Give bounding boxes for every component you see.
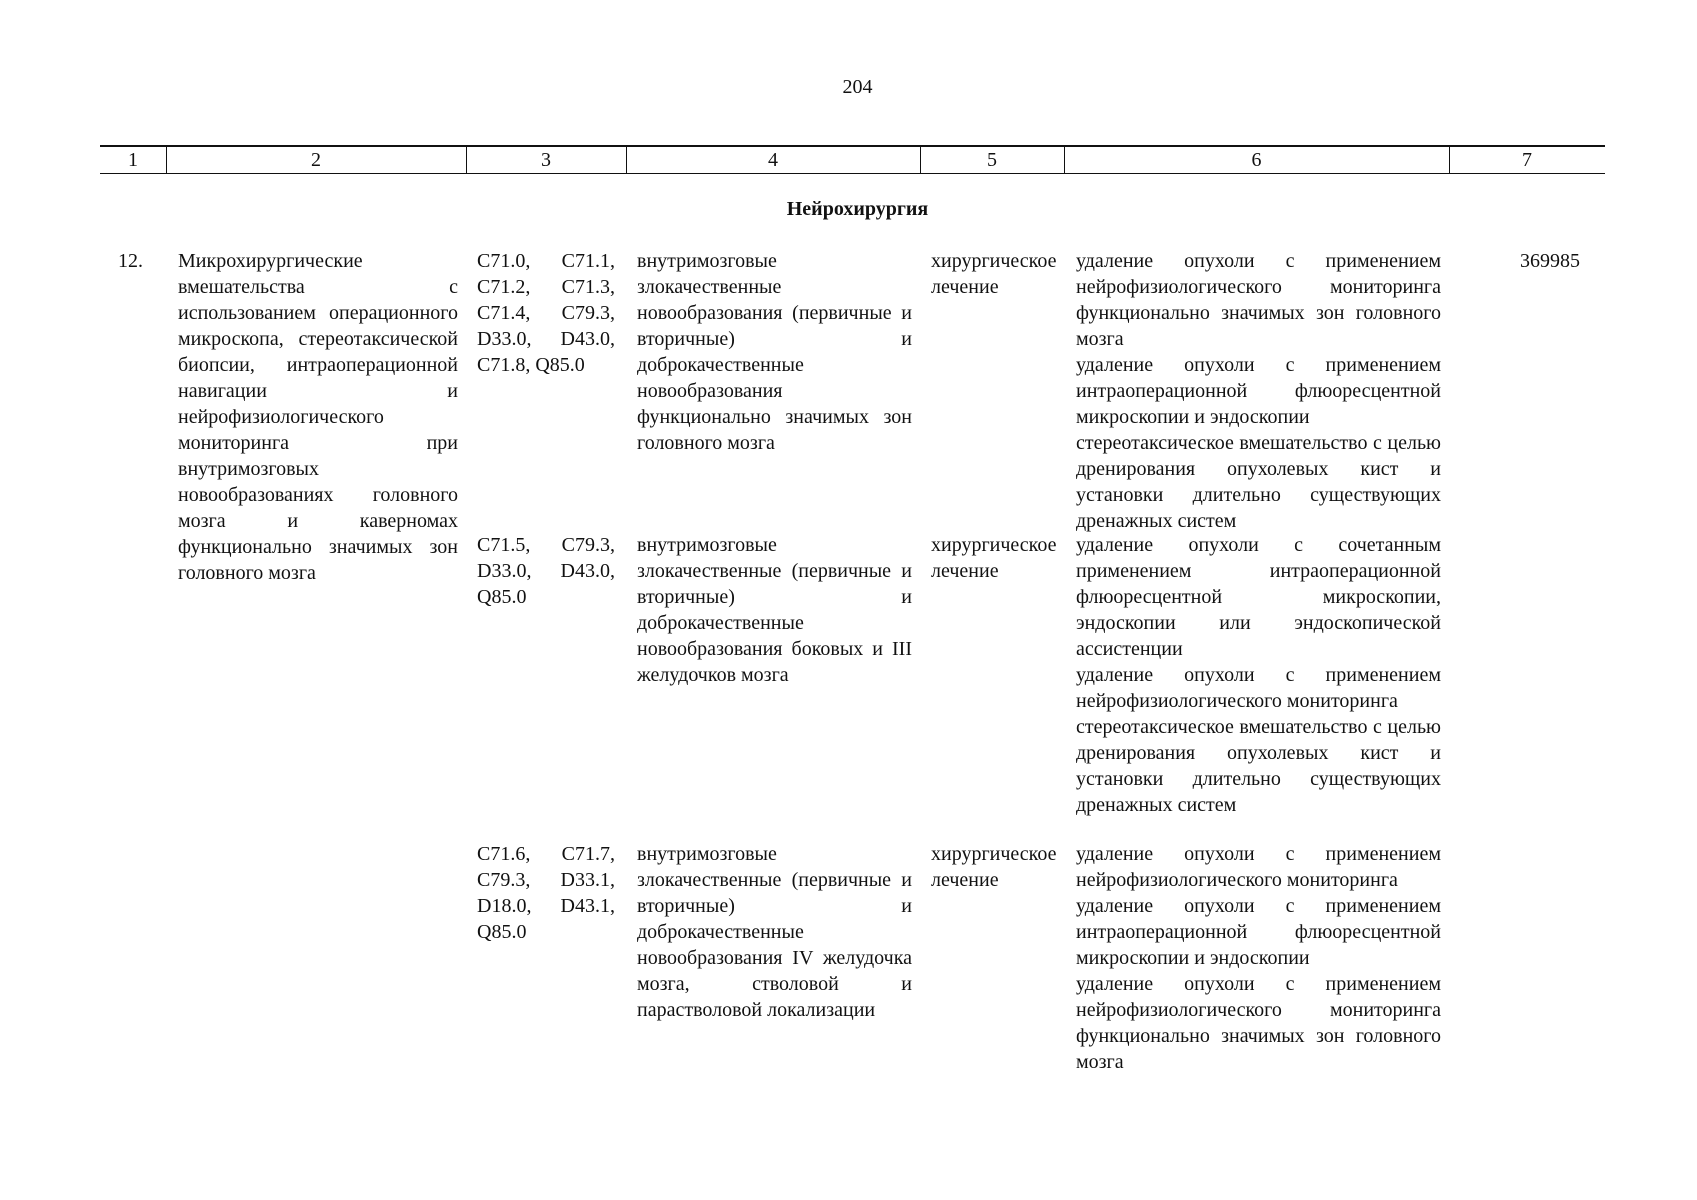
treatment-type: хирургическое лечение <box>931 843 1057 891</box>
column-number-7: 7 <box>1522 149 1532 171</box>
column-number-6: 6 <box>1251 149 1262 171</box>
column-number-4: 4 <box>768 149 778 171</box>
diagnosis-codes: C71.6, C71.7, C79.3, D33.1, D18.0, D43.1, Q85.0 <box>477 843 615 943</box>
diagnosis-codes: C71.0, C71.1, C71.2, C71.3, C71.4, C79.3, D33.0, D43.0, C71.8, Q85.0 <box>477 250 615 376</box>
method-item: удаление опухоли с применением нейрофизиологического мониторинга функционально значимых зон головного мозга <box>1076 250 1441 350</box>
treatment-methods <box>1076 532 1441 818</box>
condition-text: внутримозговые злокачественные новообразования (первичные и вторичные) и доброкачественные новообразования функционально значимых зон головного мозга <box>637 250 912 454</box>
condition-text: внутримозговые злокачественные (первичные и вторичные) и доброкачественные новообразования IV желудочка мозга, стволовой и парастволовой локализации <box>637 843 912 1021</box>
method-item: стереотаксическое вмешательство с целью дренирования опухолевых кист и установки длительно существующих дренажных систем <box>1076 432 1441 532</box>
method-item: стереотаксическое вмешательство с целью дренирования опухолевых кист и установки длительно существующих дренажных систем <box>1076 716 1441 816</box>
method-item: удаление опухоли с применением интраоперационной флюоресцентной микроскопии и эндоскопии <box>1076 354 1441 428</box>
column-number-3: 3 <box>541 149 551 171</box>
method-item: удаление опухоли с применением нейрофизиологического мониторинга функционально значимых зон головного мозга <box>1076 973 1441 1073</box>
treatment-methods <box>1076 248 1441 534</box>
price-value: 369985 <box>1520 250 1580 272</box>
method-item: удаление опухоли с применением нейрофизиологического мониторинга <box>1076 843 1441 891</box>
diagnosis-codes: C71.5, C79.3, D33.0, D43.0, Q85.0 <box>477 534 615 608</box>
column-number-5: 5 <box>987 149 997 171</box>
method-item: удаление опухоли с применением интраоперационной флюоресцентной микроскопии и эндоскопии <box>1076 895 1441 969</box>
section-title: Нейрохирургия <box>786 198 929 220</box>
condition-text: внутримозговые злокачественные (первичные и вторичные) и доброкачественные новообразования боковых и III желудочков мозга <box>637 534 912 686</box>
column-number-2: 2 <box>311 149 321 171</box>
method-item: удаление опухоли с применением нейрофизиологического мониторинга <box>1076 664 1441 712</box>
treatment-type: хирургическое лечение <box>931 250 1057 298</box>
row-number: 12. <box>118 250 143 272</box>
page-number: 204 <box>842 76 873 98</box>
column-number-1: 1 <box>128 149 138 171</box>
column-number-header <box>100 145 1605 174</box>
method-item: удаление опухоли с сочетанным применением интраоперационной флюоресцентной микроскопии, эндоскопии или эндоскопической ассистенции <box>1076 534 1441 660</box>
treatment-methods <box>1076 841 1441 1075</box>
procedure-description: Микрохирургические вмешательства с использованием операционного микроскопа, стереотаксической биопсии, интраоперационной навигации и нейрофизиологического мониторинга при внутримозговых новообразованиях головного мозга и каверномах функционально значимых зон головного мозга <box>178 250 458 584</box>
treatment-type: хирургическое лечение <box>931 534 1057 582</box>
